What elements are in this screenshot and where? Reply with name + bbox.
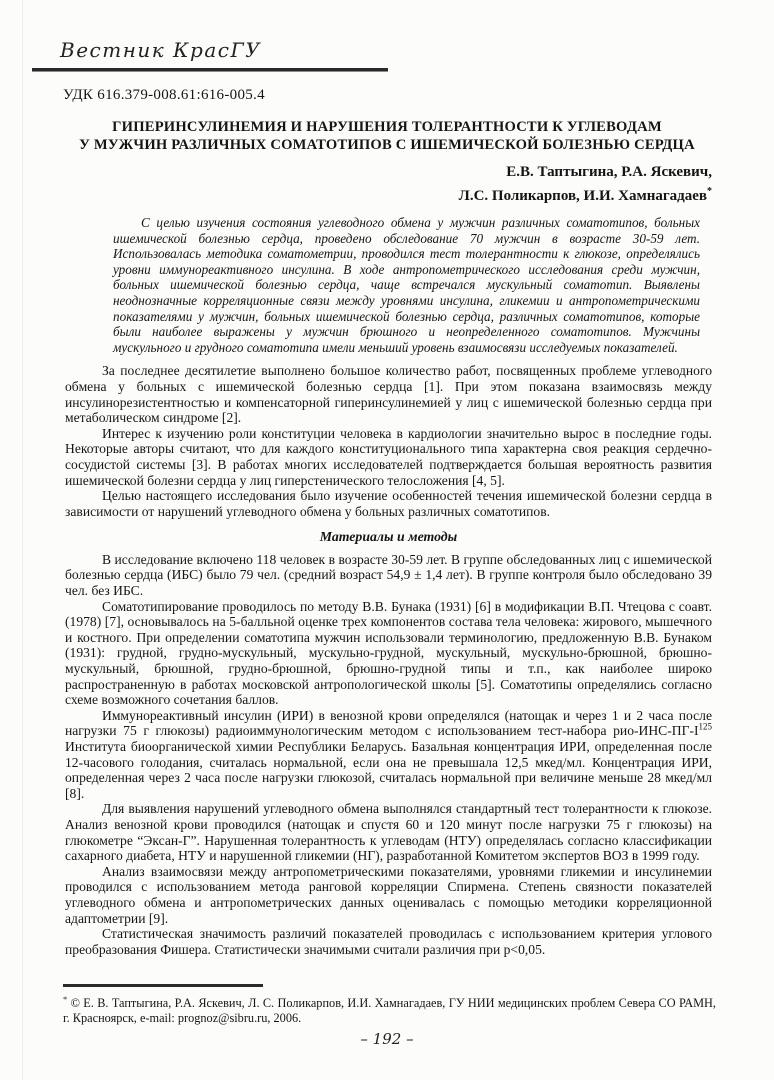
intro-paragraph-2: Интерес к изучению роли конституции человека в кардиологии значительно вырос в последние годы. Некоторые авторы считают, что для каждого конституционального типа характерна своя реакция сердечно-сосудистой системы [3]. В работах многих исследователей подтверждается большая вероятность развития ишемической болезни сердца у лиц гиперстенического телосложения [4, 5]. bbox=[65, 425, 712, 488]
methods-paragraph-4: Для выявления нарушений углеводного обмена выполнялся стандартный тест толерантности к глюкозе. Анализ венозной крови проводился (натощак и спустя 60 и 120 минут после нагрузки 75 г глюкозы) на глюкометре “Эксан-Г”. Нарушенная толерантность к углеводам (НТУ) определялась согласно классификации сахарного диабета, НТУ и нарушенной гликемии (НГ), разработанной Комитетом экспертов ВОЗ в 1999 году. bbox=[65, 801, 712, 864]
methods-paragraph-3: Иммунореактивный инсулин (ИРИ) в венозной крови определялся (натощак и через 1 и 2 часа после нагрузки 75 г глюкозы) радиоиммунологическим методом с использованием тест-набора рио-$ИНС-ПГ-I^{125}$ Института биоорганической химии Республики Беларусь. Базальная концентрация ИРИ, определенная после 12-часового голодания, считалась нормальной, если она не превышала 12,5 мкед/мл. Концентрация ИРИ, определенная через 2 часа после нагрузки глюкозой, считалась нормальной при величине меньше 28 мкед/мл [8]. bbox=[65, 707, 712, 801]
header-rule bbox=[32, 68, 388, 72]
authors-block bbox=[0, 163, 712, 206]
methods-paragraph-1: В исследование включено 118 человек в возрасте 30-59 лет. В группе обследованных лиц с ишемической болезнью сердца (ИБС) было 79 чел. (средний возраст 54,9 ± 1,4 лет). В группе контроля было обследовано 39 чел. без ИБС. bbox=[65, 551, 712, 599]
article-title bbox=[0, 118, 774, 154]
methods-heading: Материалы и методы bbox=[319, 529, 458, 545]
footnote-text: © Е. В. Таптыгина, Р.А. Яскевич, Л. С. Поликарпов, И.И. Хамнагадаев, ГУ НИИ медицинских проблем Севера СО РАМН, г. Красноярск, e-mail: prognoz@sibru.ru, 2006. bbox=[63, 996, 717, 1026]
intro-paragraph-1: За последнее десятилетие выполнено большое количество работ, посвященных проблеме углеводного обмена у больных с ишемической болезнью сердца [1]. При этом показана взаимосвязь между инсулинорезистентностью и компенсаторной гиперинсулинемией у лиц с ишемической болезнью сердца при метаболическом синдроме [2]. bbox=[65, 363, 712, 426]
authors-footnote-marker: * bbox=[707, 186, 712, 197]
article-body bbox=[65, 363, 712, 957]
footnote-marker: * bbox=[63, 994, 68, 1004]
methods-paragraph-6: Статистическая значимость различий показателей проводилась с использованием критерия углового преобразования Фишера. Статистически значимыми считали различия при p<0,05. bbox=[65, 926, 712, 957]
isotope-superscript: 125 bbox=[698, 721, 712, 732]
title-line-1: ГИПЕРИНСУЛИНЕМИЯ И НАРУШЕНИЯ ТОЛЕРАНТНОСТИ К УГЛЕВОДАМ bbox=[112, 119, 662, 135]
methods-paragraph-2: Соматотипирование проводилось по методу В.В. Бунака (1931) [6] в модификации В.П. Чтецова с соавт. (1978) [7], основывалось на 5-балльной оценке трех компонентов состава тела человека: жирового, мышечного и костного. При определении соматотипа мужчин использовали терминологию, предложенную В.В. Бунаком (1931): грудной, грудно-мускульный, мускульно-грудной, мускульный, мускульно-брюшной, брюшно-мускульный, брюшной, грудно-брюшной, брюшно-грудной типы и т.п., как наиболее широко распространенную в работах московской антропологической школы [5]. Соматотипы определялись согласно схеме возможного сочетания баллов. bbox=[65, 598, 712, 708]
abstract: С целью изучения состояния углеводного обмена у мужчин различных соматотипов, больных ишемической болезнью сердца, проведено обследование 70 мужчин в возрасте 30-59 лет. Использовалась методика соматометрии, проводился тест толерантности к глюкозе, определялись уровни иммунореактивного инсулина. В ходе антропометрического исследования среди мужчин, больных ишемической болезнью сердца, чаще встречался мускульный соматотип. Выявлены неоднозначные корреляционные связи между уровнями инсулина, гликемии и антропометрическими показателями у мужчин, больных ишемической болезнью сердца, различных соматотипов, которые были наиболее выражены у мужчин брюшного и неопределенного соматотипов. Мужчины мускульного и грудного соматотипа имели меньший уровень взаимосвязи исследуемых показателей. bbox=[113, 215, 700, 355]
intro-paragraph-3: Целью настоящего исследования было изучение особенностей течения ишемической болезни сердца в зависимости от нарушений углеводного обмена у больных различных соматотипов. bbox=[65, 488, 712, 519]
authors-line-1: Е.В. Таптыгина, Р.А. Яскевич, bbox=[506, 164, 712, 180]
journal-header: Вестник КрасГУ bbox=[60, 38, 262, 62]
footnote bbox=[63, 992, 716, 1026]
authors-line-2: Л.С. Поликарпов, И.И. Хамнагадаев* bbox=[458, 186, 712, 204]
methods-paragraph-5: Анализ взаимосвязи между антропометрическими показателями, уровнями гликемии и инсулинемии проводился с использованием метода ранговой корреляции Спирмена. Степень связности показателей углеводного обмена и антропометрических данных оценивалась с помощью методики корреляционной адаптометрии [9]. bbox=[65, 863, 712, 926]
page-number: – 192 – bbox=[360, 1030, 414, 1048]
udk-number: УДК 616.379-008.61:616-005.4 bbox=[63, 87, 265, 103]
footnote-rule bbox=[63, 984, 263, 987]
footnote-block bbox=[63, 984, 716, 1026]
title-line-2: У МУЖЧИН РАЗЛИЧНЫХ СОМАТОТИПОВ С ИШЕМИЧЕСКОЙ БОЛЕЗНЬЮ СЕРДЦА bbox=[79, 137, 695, 153]
